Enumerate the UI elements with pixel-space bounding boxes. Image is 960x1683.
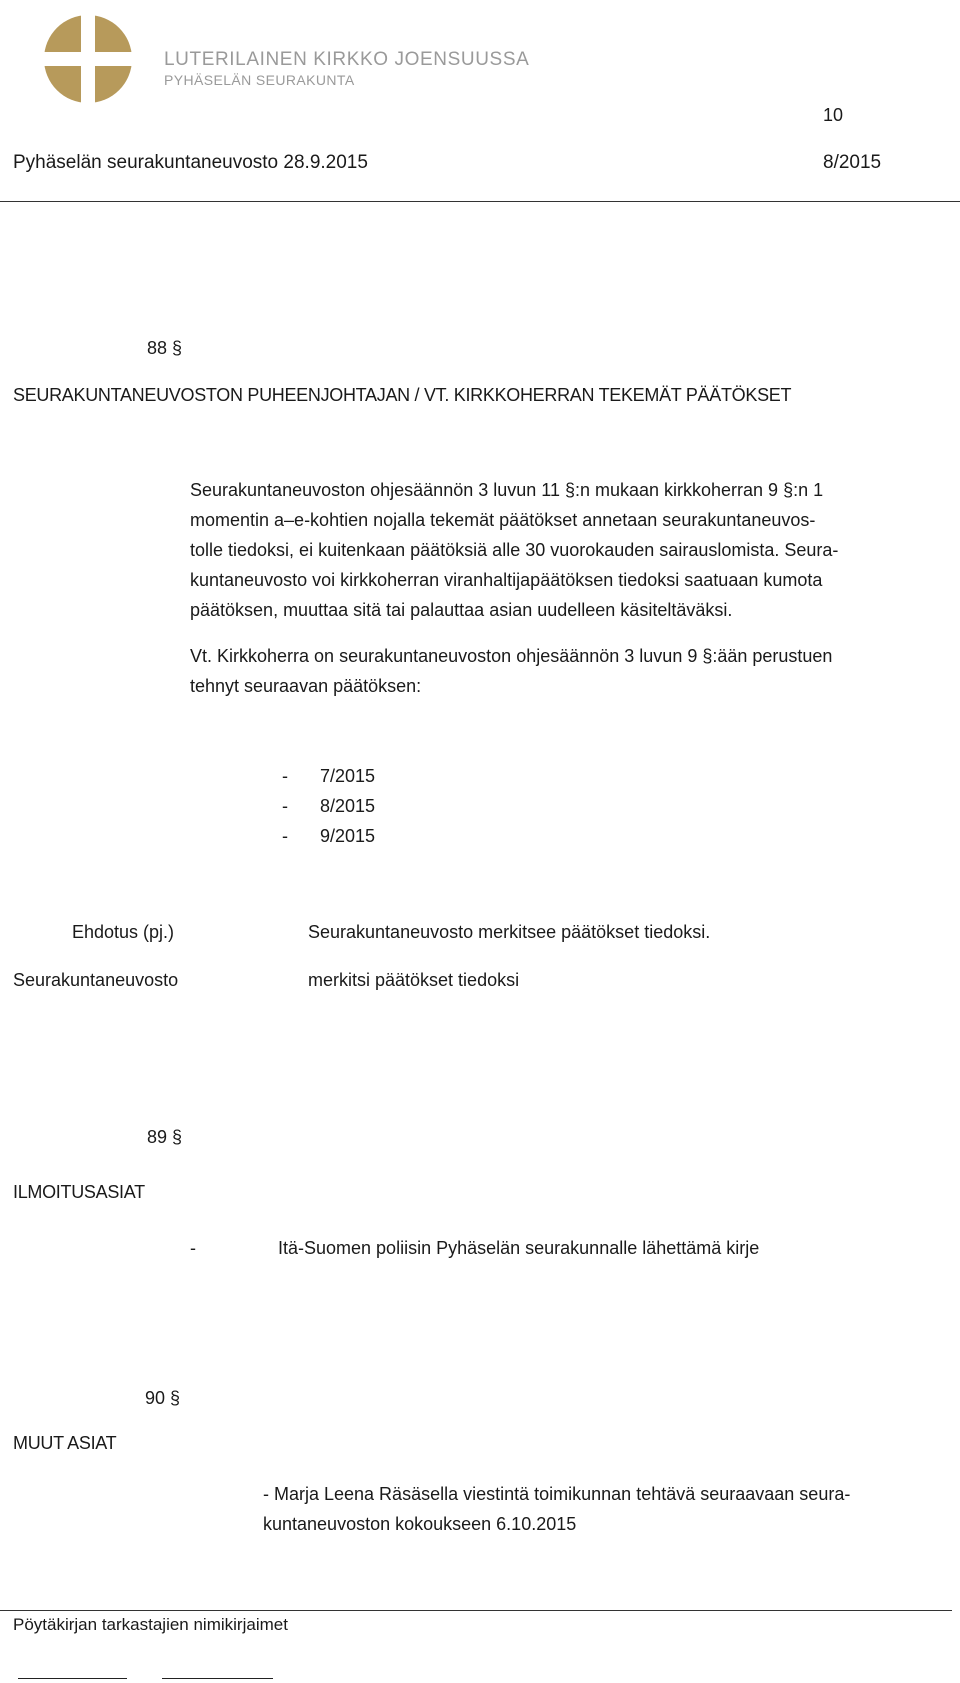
- paragraph-line: tehnyt seuraavan päätöksen:: [190, 676, 422, 696]
- signature-line: [18, 1678, 127, 1679]
- council-label: Seurakuntaneuvosto: [13, 970, 179, 990]
- signature-label: Pöytäkirjan tarkastajien nimikirjaimet: [13, 1615, 288, 1634]
- org-subtitle: PYHÄSELÄN SEURAKUNTA: [164, 72, 355, 88]
- paragraph-line: kuntaneuvoston kokoukseen 6.10.2015: [263, 1514, 577, 1534]
- meeting-title: Pyhäselän seurakuntaneuvosto 28.9.2015: [13, 152, 368, 173]
- proposal-label: Ehdotus (pj.): [72, 922, 175, 942]
- section-90-title: MUUT ASIAT: [13, 1433, 117, 1453]
- section-90-number: 90 §: [145, 1388, 181, 1408]
- page-number: 10: [823, 105, 844, 125]
- paragraph-line: kuntaneuvosto voi kirkkoherran viranhaltijapäätöksen tiedoksi saatuaan kumota: [190, 570, 823, 590]
- council-decision: merkitsi päätökset tiedoksi: [308, 970, 520, 990]
- section-89-title: ILMOITUSASIAT: [13, 1182, 145, 1202]
- cross-emblem-icon: [42, 13, 134, 105]
- paragraph-line: Vt. Kirkkoherra on seurakuntaneuvoston ohjesäännön 3 luvun 9 §:ään perustuen: [190, 646, 833, 666]
- footer-rule: [0, 1610, 952, 1611]
- decision-item: 8/2015: [320, 796, 376, 816]
- protocol-number: 8/2015: [823, 152, 882, 173]
- paragraph-line: päätöksen, muuttaa sitä tai palauttaa asian uudelleen käsiteltäväksi.: [190, 600, 733, 620]
- list-dash: -: [282, 766, 288, 786]
- paragraph-line: tolle tiedoksi, ei kuitenkaan päätöksiä alle 30 vuorokauden sairauslomista. Seura-: [190, 540, 839, 560]
- section-88-paragraph-2: [190, 641, 940, 701]
- list-dash: -: [190, 1238, 196, 1258]
- paragraph-line: momentin a–e-kohtien nojalla tekemät päätökset annetaan seurakuntaneuvos-: [190, 510, 816, 530]
- org-name: LUTERILAINEN KIRKKO JOENSUUSSA: [164, 49, 530, 70]
- other-matters-text: [263, 1479, 953, 1539]
- proposal-text: Seurakuntaneuvosto merkitsee päätökset tiedoksi.: [308, 922, 711, 942]
- decision-item: 9/2015: [320, 826, 376, 846]
- section-88-title: SEURAKUNTANEUVOSTON PUHEENJOHTAJAN / VT. KIRKKOHERRAN TEKEMÄT PÄÄTÖKSET: [13, 385, 792, 405]
- list-dash: -: [282, 796, 288, 816]
- list-dash: -: [282, 826, 288, 846]
- paragraph-line: - Marja Leena Räsäsella viestintä toimikunnan tehtävä seuraavaan seura-: [263, 1484, 851, 1504]
- announcement-item: Itä-Suomen poliisin Pyhäselän seurakunnalle lähettämä kirje: [278, 1238, 760, 1258]
- section-88-paragraph-1: [190, 475, 940, 625]
- section-88-number: 88 §: [147, 338, 183, 358]
- section-89-number: 89 §: [147, 1127, 183, 1147]
- paragraph-line: Seurakuntaneuvoston ohjesäännön 3 luvun 11 §:n mukaan kirkkoherran 9 §:n 1: [190, 480, 824, 500]
- header-rule: [0, 201, 960, 202]
- signature-line: [162, 1678, 273, 1679]
- decision-item: 7/2015: [320, 766, 376, 786]
